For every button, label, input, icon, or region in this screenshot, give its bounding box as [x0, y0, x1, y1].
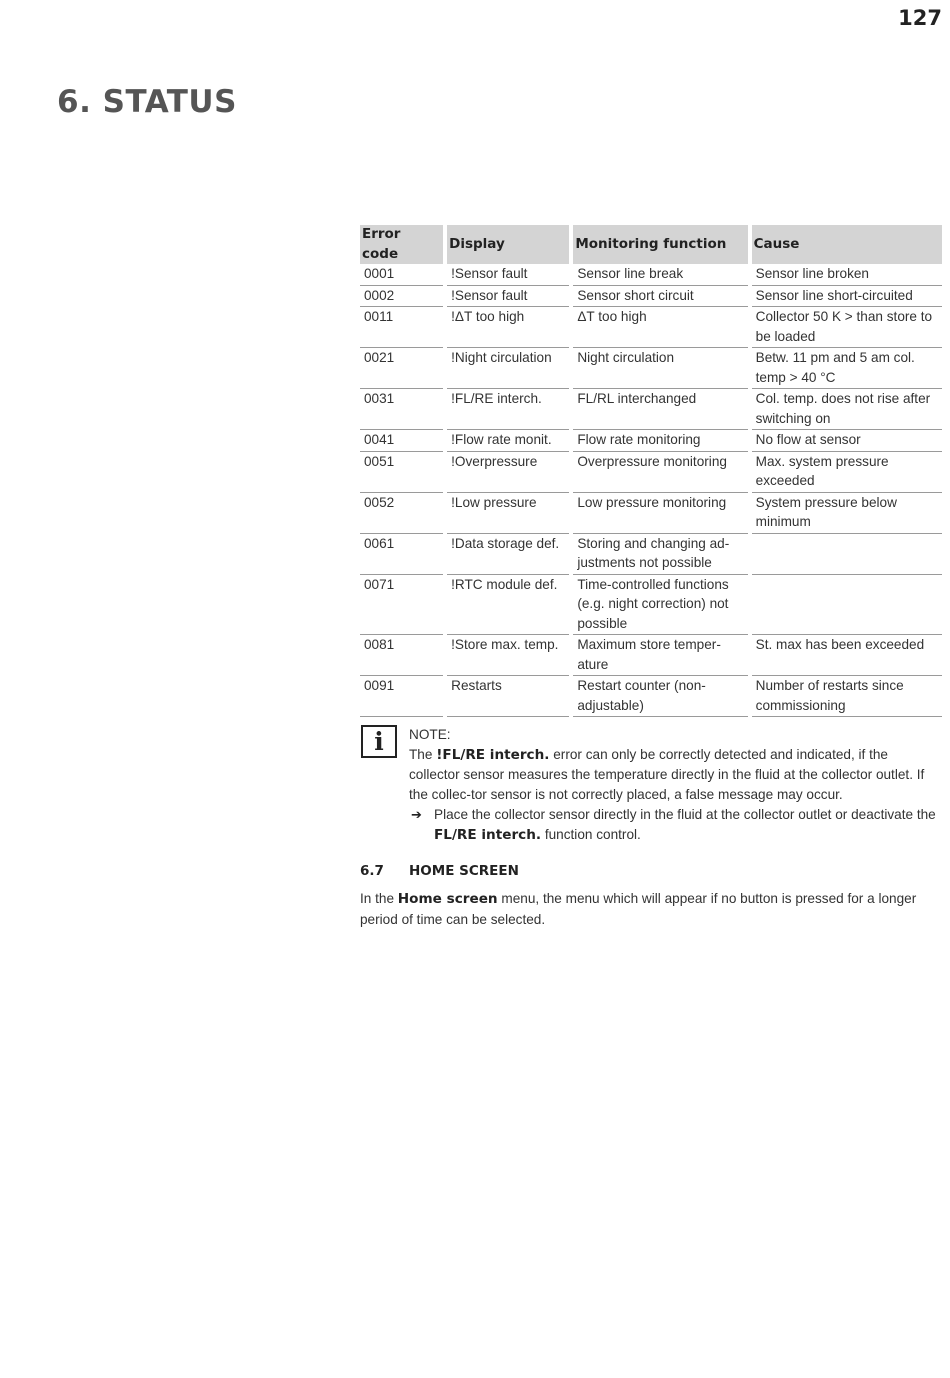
table-row	[360, 493, 942, 534]
cell-monitoring-function: Overpressure monitoring	[573, 452, 747, 493]
table-row	[360, 534, 942, 575]
cell-display: !Low pressure	[447, 493, 569, 534]
cell-monitoring-function: Low pressure monitoring	[573, 493, 747, 534]
section-title: HOME SCREEN	[409, 863, 519, 879]
cell-cause: Sensor line broken	[752, 264, 942, 286]
cell-monitoring-function: FL/RL interchanged	[573, 389, 747, 430]
note-label: NOTE:	[409, 727, 451, 742]
cell-cause: St. max has been exceeded	[752, 635, 942, 676]
section-heading	[360, 863, 942, 879]
cell-monitoring-function: Storing and changing ad-justments not possible	[573, 534, 747, 575]
cell-error-code: 0091	[360, 676, 443, 717]
table-row	[360, 264, 942, 286]
cell-cause: Betw. 11 pm and 5 am col. temp > 40 °C	[752, 348, 942, 389]
cell-display: !Sensor fault	[447, 264, 569, 286]
cell-error-code: 0071	[360, 575, 443, 636]
step-bold-term: FL/RE interch.	[434, 826, 542, 843]
cell-error-code: 0081	[360, 635, 443, 676]
cell-error-code: 0061	[360, 534, 443, 575]
cell-display: !Flow rate monit.	[447, 430, 569, 452]
cell-monitoring-function: Time-controlled functions (e.g. night correction) not possible	[573, 575, 747, 636]
cell-cause	[752, 534, 942, 575]
cell-display: !Sensor fault	[447, 286, 569, 308]
table-row	[360, 348, 942, 389]
note-text: The !FL/RE interch. error can only be correctly detected and indicated, if the collector sensor measures the temperature directly in the fluid at the collector outlet. If the collec-tor sensor is not correctly placed, a false message may occur.	[409, 746, 925, 802]
cell-error-code: 0052	[360, 493, 443, 534]
cell-error-code: 0011	[360, 307, 443, 348]
cell-display: !Store max. temp.	[447, 635, 569, 676]
cell-monitoring-function: ΔT too high	[573, 307, 747, 348]
table-body	[360, 264, 942, 717]
cell-cause: Col. temp. does not rise after switching on	[752, 389, 942, 430]
cell-display: !Night circulation	[447, 348, 569, 389]
note-instruction: ➔ Place the collector sensor directly in the fluid at the collector outlet or deactivate the FL/RE interch. function control.	[411, 807, 936, 843]
info-icon: i	[361, 725, 397, 758]
cell-error-code: 0021	[360, 348, 443, 389]
page-content	[360, 225, 942, 943]
cell-error-code: 0051	[360, 452, 443, 493]
section-number: 6.7	[360, 863, 384, 879]
table-row	[360, 389, 942, 430]
cell-cause: Sensor line short-circuited	[752, 286, 942, 308]
cell-display: !RTC module def.	[447, 575, 569, 636]
table-row	[360, 452, 942, 493]
cell-cause: Number of restarts since commissioning	[752, 676, 942, 717]
table-row	[360, 430, 942, 452]
page-number: 127	[898, 6, 942, 30]
cell-error-code: 0002	[360, 286, 443, 308]
header-cause: Cause	[752, 225, 942, 264]
section-body-text: In the Home screen menu, the menu which will appear if no button is pressed for a longer period of time can be selected.	[360, 891, 917, 927]
cell-monitoring-function: Restart counter (non-adjustable)	[573, 676, 747, 717]
arrow-right-icon: ➔	[411, 807, 422, 822]
cell-cause: Collector 50 K > than store to be loaded	[752, 307, 942, 348]
table-row	[360, 286, 942, 308]
cell-monitoring-function: Flow rate monitoring	[573, 430, 747, 452]
cell-display: !Overpressure	[447, 452, 569, 493]
header-error-code: Error code	[360, 225, 443, 264]
table-row	[360, 635, 942, 676]
cell-display: !FL/RE interch.	[447, 389, 569, 430]
cell-display: !ΔT too high	[447, 307, 569, 348]
cell-monitoring-function: Maximum store temper-ature	[573, 635, 747, 676]
note-box	[360, 725, 942, 845]
cell-display: Restarts	[447, 676, 569, 717]
table-row	[360, 307, 942, 348]
cell-error-code: 0001	[360, 264, 443, 286]
header-display: Display	[447, 225, 569, 264]
cell-monitoring-function: Night circulation	[573, 348, 747, 389]
cell-display: !Data storage def.	[447, 534, 569, 575]
cell-cause: No flow at sensor	[752, 430, 942, 452]
cell-error-code: 0031	[360, 389, 443, 430]
section-bold-term: Home screen	[397, 891, 498, 907]
cell-monitoring-function: Sensor short circuit	[573, 286, 747, 308]
cell-cause	[752, 575, 942, 636]
note-bold-term: !FL/RE interch.	[436, 746, 550, 763]
cell-monitoring-function: Sensor line break	[573, 264, 747, 286]
table-header-row	[360, 225, 942, 264]
cell-cause: Max. system pressure exceeded	[752, 452, 942, 493]
table-row	[360, 575, 942, 636]
table-row	[360, 676, 942, 717]
chapter-title: 6. STATUS	[57, 84, 237, 120]
header-monitoring-function: Monitoring function	[573, 225, 747, 264]
error-code-table	[356, 225, 946, 717]
cell-error-code: 0041	[360, 430, 443, 452]
cell-cause: System pressure below minimum	[752, 493, 942, 534]
